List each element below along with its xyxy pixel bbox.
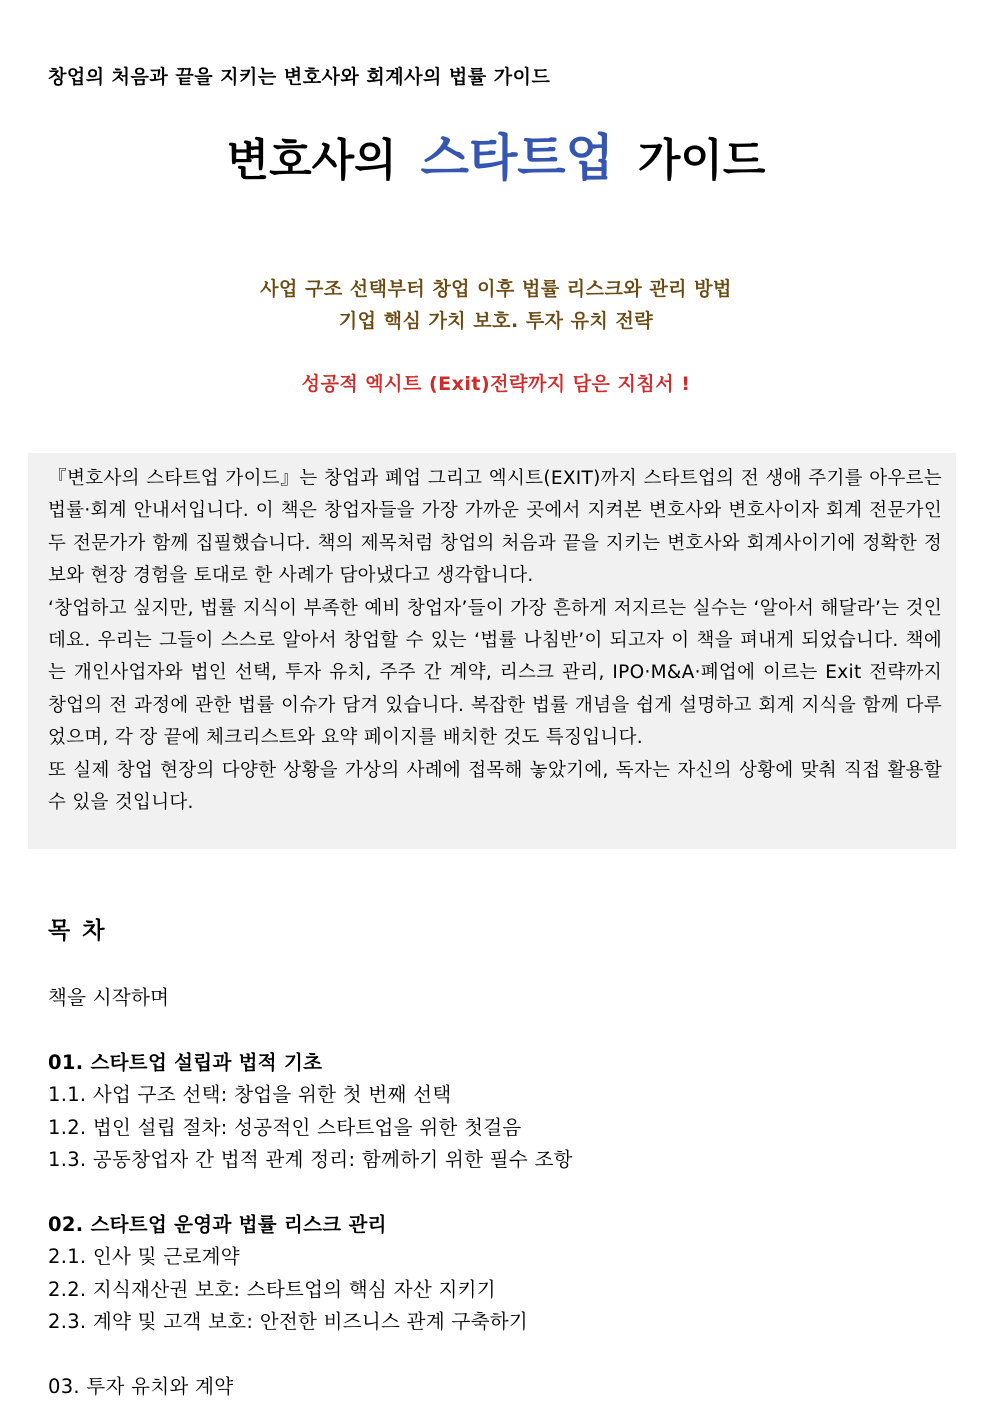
intro-paragraph-2: ‘창업하고 싶지만, 법률 지식이 부족한 예비 창업자’들이 가장 흔하게 저지르는 실수는 ‘알아서 해달라’는 것인데요. 우리는 그들이 스스로 알아서 창업할 수 있는 ‘법률 나침반’이 되고자 이 책을 펴내게 되었습니다. 책에는 개인사업자와 법인 선택, 투자 유치, 주주 간 계약, 리스크 관리, IPO·M&A·폐업에 이르는 Exit 전략까지 창업의 전 과정에 관한 법률 이슈가 담겨 있습니다. 복잡한 법률 개념을 쉽게 설명하고 회계 지식을 함께 다루었으며, 각 장 끝에 체크리스트와 요약 페이지를 배치한 것도 특징입니다. (48, 597, 942, 749)
intro-paragraph-3: 또 실제 창업 현장의 다양한 상황을 가상의 사례에 접목해 놓았기에, 독자는 자신의 상황에 맞춰 직접 활용할 수 있을 것입니다. (48, 759, 942, 814)
toc-section-1-2: 1.2. 법인 설립 절차: 성공적인 스타트업을 위한 첫걸음 (48, 1115, 522, 1139)
toc-chapter-2-title: 02. 스타트업 운영과 법률 리스크 관리 (48, 1212, 387, 1236)
toc-spacer (48, 1338, 948, 1370)
subtitle-line-1: 사업 구조 선택부터 창업 이후 법률 리스크와 관리 방법 (260, 278, 732, 300)
toc-heading: 목 차 (48, 918, 107, 944)
toc-chapter-1-title: 01. 스타트업 설립과 법적 기초 (48, 1050, 323, 1074)
toc-spacer (48, 1176, 948, 1208)
tagline: 성공적 엑시트 (Exit)전략까지 담은 지침서 ! (301, 373, 691, 395)
subtitle (0, 273, 992, 337)
intro-paragraph-1: 『변호사의 스타트업 가이드』는 창업과 폐업 그리고 엑시트(EXIT)까지 스타트업의 전 생애 주기를 아우르는 법률·회계 안내서입니다. 이 책은 창업자들을 가장 가까운 곳에서 지켜본 변호사와 변호사이자 회계 전문가인 두 전문가가 함께 집필했습니다. 책의 제목처럼 창업의 처음과 끝을 지키는 변호사와 회계사이기에 정확한 정보와 현장 경험을 토대로 한 사례가 담아냈다고 생각합니다. (48, 468, 942, 587)
title-accent: 스타트업 (420, 129, 614, 187)
toc-section-2-2: 2.2. 지식재산권 보호: 스타트업의 핵심 자산 지키기 (48, 1277, 496, 1301)
toc-section-2-3: 2.3. 계약 및 고객 보호: 안전한 비즈니스 관계 구축하기 (48, 1309, 529, 1333)
toc-section-2-1: 2.1. 인사 및 근로계약 (48, 1245, 240, 1269)
toc-preface: 책을 시작하며 (48, 986, 170, 1009)
subtitle-line-2: 기업 핵심 가치 보호. 투자 유치 전략 (338, 310, 654, 332)
toc-section-1-1: 1.1. 사업 구조 선택: 창업을 위한 첫 번째 선택 (48, 1083, 452, 1107)
table-of-contents (48, 982, 948, 1403)
toc-section-1-3: 1.3. 공동창업자 간 법적 관계 정리: 함께하기 위한 필수 조항 (48, 1147, 573, 1171)
intro-box (28, 453, 956, 849)
header-topline: 창업의 처음과 끝을 지키는 변호사와 회계사의 법률 가이드 (48, 66, 551, 88)
title-suffix: 가이드 (637, 135, 766, 186)
toc-spacer (48, 1014, 948, 1046)
toc-chapter-3-title: 03. 투자 유치와 계약 (48, 1374, 234, 1398)
title-prefix: 변호사의 (226, 135, 397, 186)
page-title (0, 126, 992, 193)
